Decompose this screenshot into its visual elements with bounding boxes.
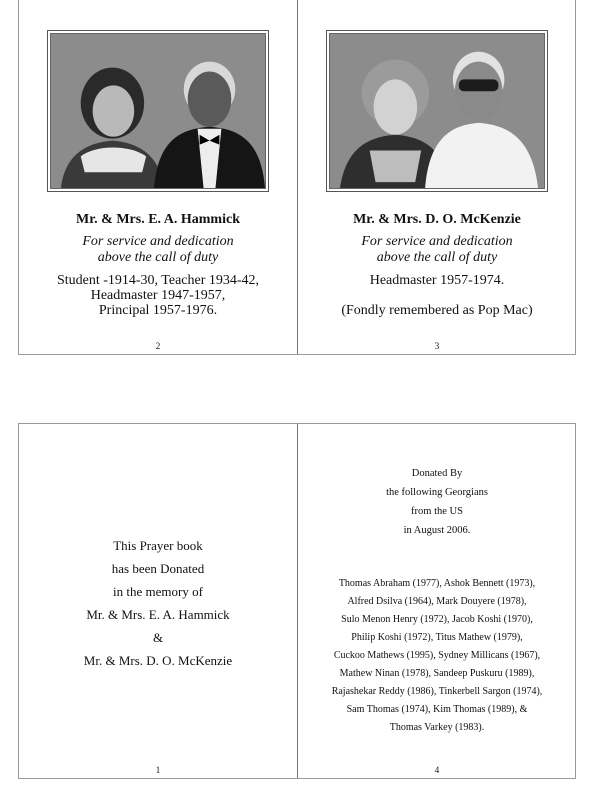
service-line: Student -1914-30, Teacher 1934-42,	[56, 273, 260, 288]
donor-line: Alfred Dsilva (1964), Mark Douyere (1978),	[347, 596, 527, 607]
page-2	[19, 0, 297, 354]
remembrance-note: (Fondly remembered as Pop Mac)	[341, 303, 533, 318]
dedication-line-1: For service and dedication	[361, 234, 513, 249]
page-4	[298, 424, 576, 778]
page-number: 3	[434, 341, 440, 351]
hammick-photo	[47, 30, 269, 192]
service-line: Headmaster 1957-1974.	[369, 273, 505, 288]
donor-line: Thomas Varkey (1983).	[389, 722, 485, 733]
memorial-line: Mr. & Mrs. E. A. Hammick	[86, 607, 230, 622]
page-number: 1	[155, 765, 161, 775]
hammick-portrait-image	[51, 34, 265, 188]
donor-line: Rajashekar Reddy (1986), Tinkerbell Sargon (1974),	[331, 686, 543, 697]
donor-line: Philip Koshi (1972), Titus Mathew (1979),	[351, 632, 523, 643]
service-line: Principal 1957-1976.	[98, 303, 218, 318]
mckenzie-photo	[326, 30, 548, 192]
page-number: 4	[434, 765, 440, 775]
service-line: Headmaster 1947-1957,	[90, 288, 226, 303]
donation-heading-line: from the US	[411, 506, 463, 517]
memorial-line: &	[152, 630, 164, 645]
honoree-name: Mr. & Mrs. E. A. Hammick	[76, 212, 240, 227]
memorial-line: Mr. & Mrs. D. O. McKenzie	[83, 653, 233, 668]
mckenzie-portrait-image	[330, 34, 544, 188]
dedication-line-2: above the call of duty	[376, 250, 498, 265]
dedication-line-2: above the call of duty	[97, 250, 219, 265]
donor-line: Sulo Menon Henry (1972), Jacob Koshi (1970),	[341, 614, 533, 625]
memorial-line: has been Donated	[111, 561, 205, 576]
bottom-spread	[18, 423, 576, 779]
donation-heading-line: Donated By	[411, 468, 463, 479]
page-1	[19, 424, 297, 778]
memorial-line: in the memory of	[113, 584, 203, 599]
donor-line: Cuckoo Mathews (1995), Sydney Millicans (1967),	[333, 650, 541, 661]
memorial-line: This Prayer book	[113, 538, 203, 553]
page-3	[298, 0, 576, 354]
donor-line: Thomas Abraham (1977), Ashok Bennett (1973),	[338, 578, 536, 589]
dedication-line-1: For service and dedication	[82, 234, 234, 249]
donation-heading-line: the following Georgians	[386, 487, 488, 498]
donor-line: Mathew Ninan (1978), Sandeep Puskuru (1989),	[339, 668, 535, 679]
page-number: 2	[155, 341, 161, 351]
top-spread	[18, 0, 576, 355]
honoree-name: Mr. & Mrs. D. O. McKenzie	[353, 212, 521, 227]
donor-line: Sam Thomas (1974), Kim Thomas (1989), &	[346, 704, 528, 715]
donation-heading-line: in August 2006.	[403, 525, 471, 536]
